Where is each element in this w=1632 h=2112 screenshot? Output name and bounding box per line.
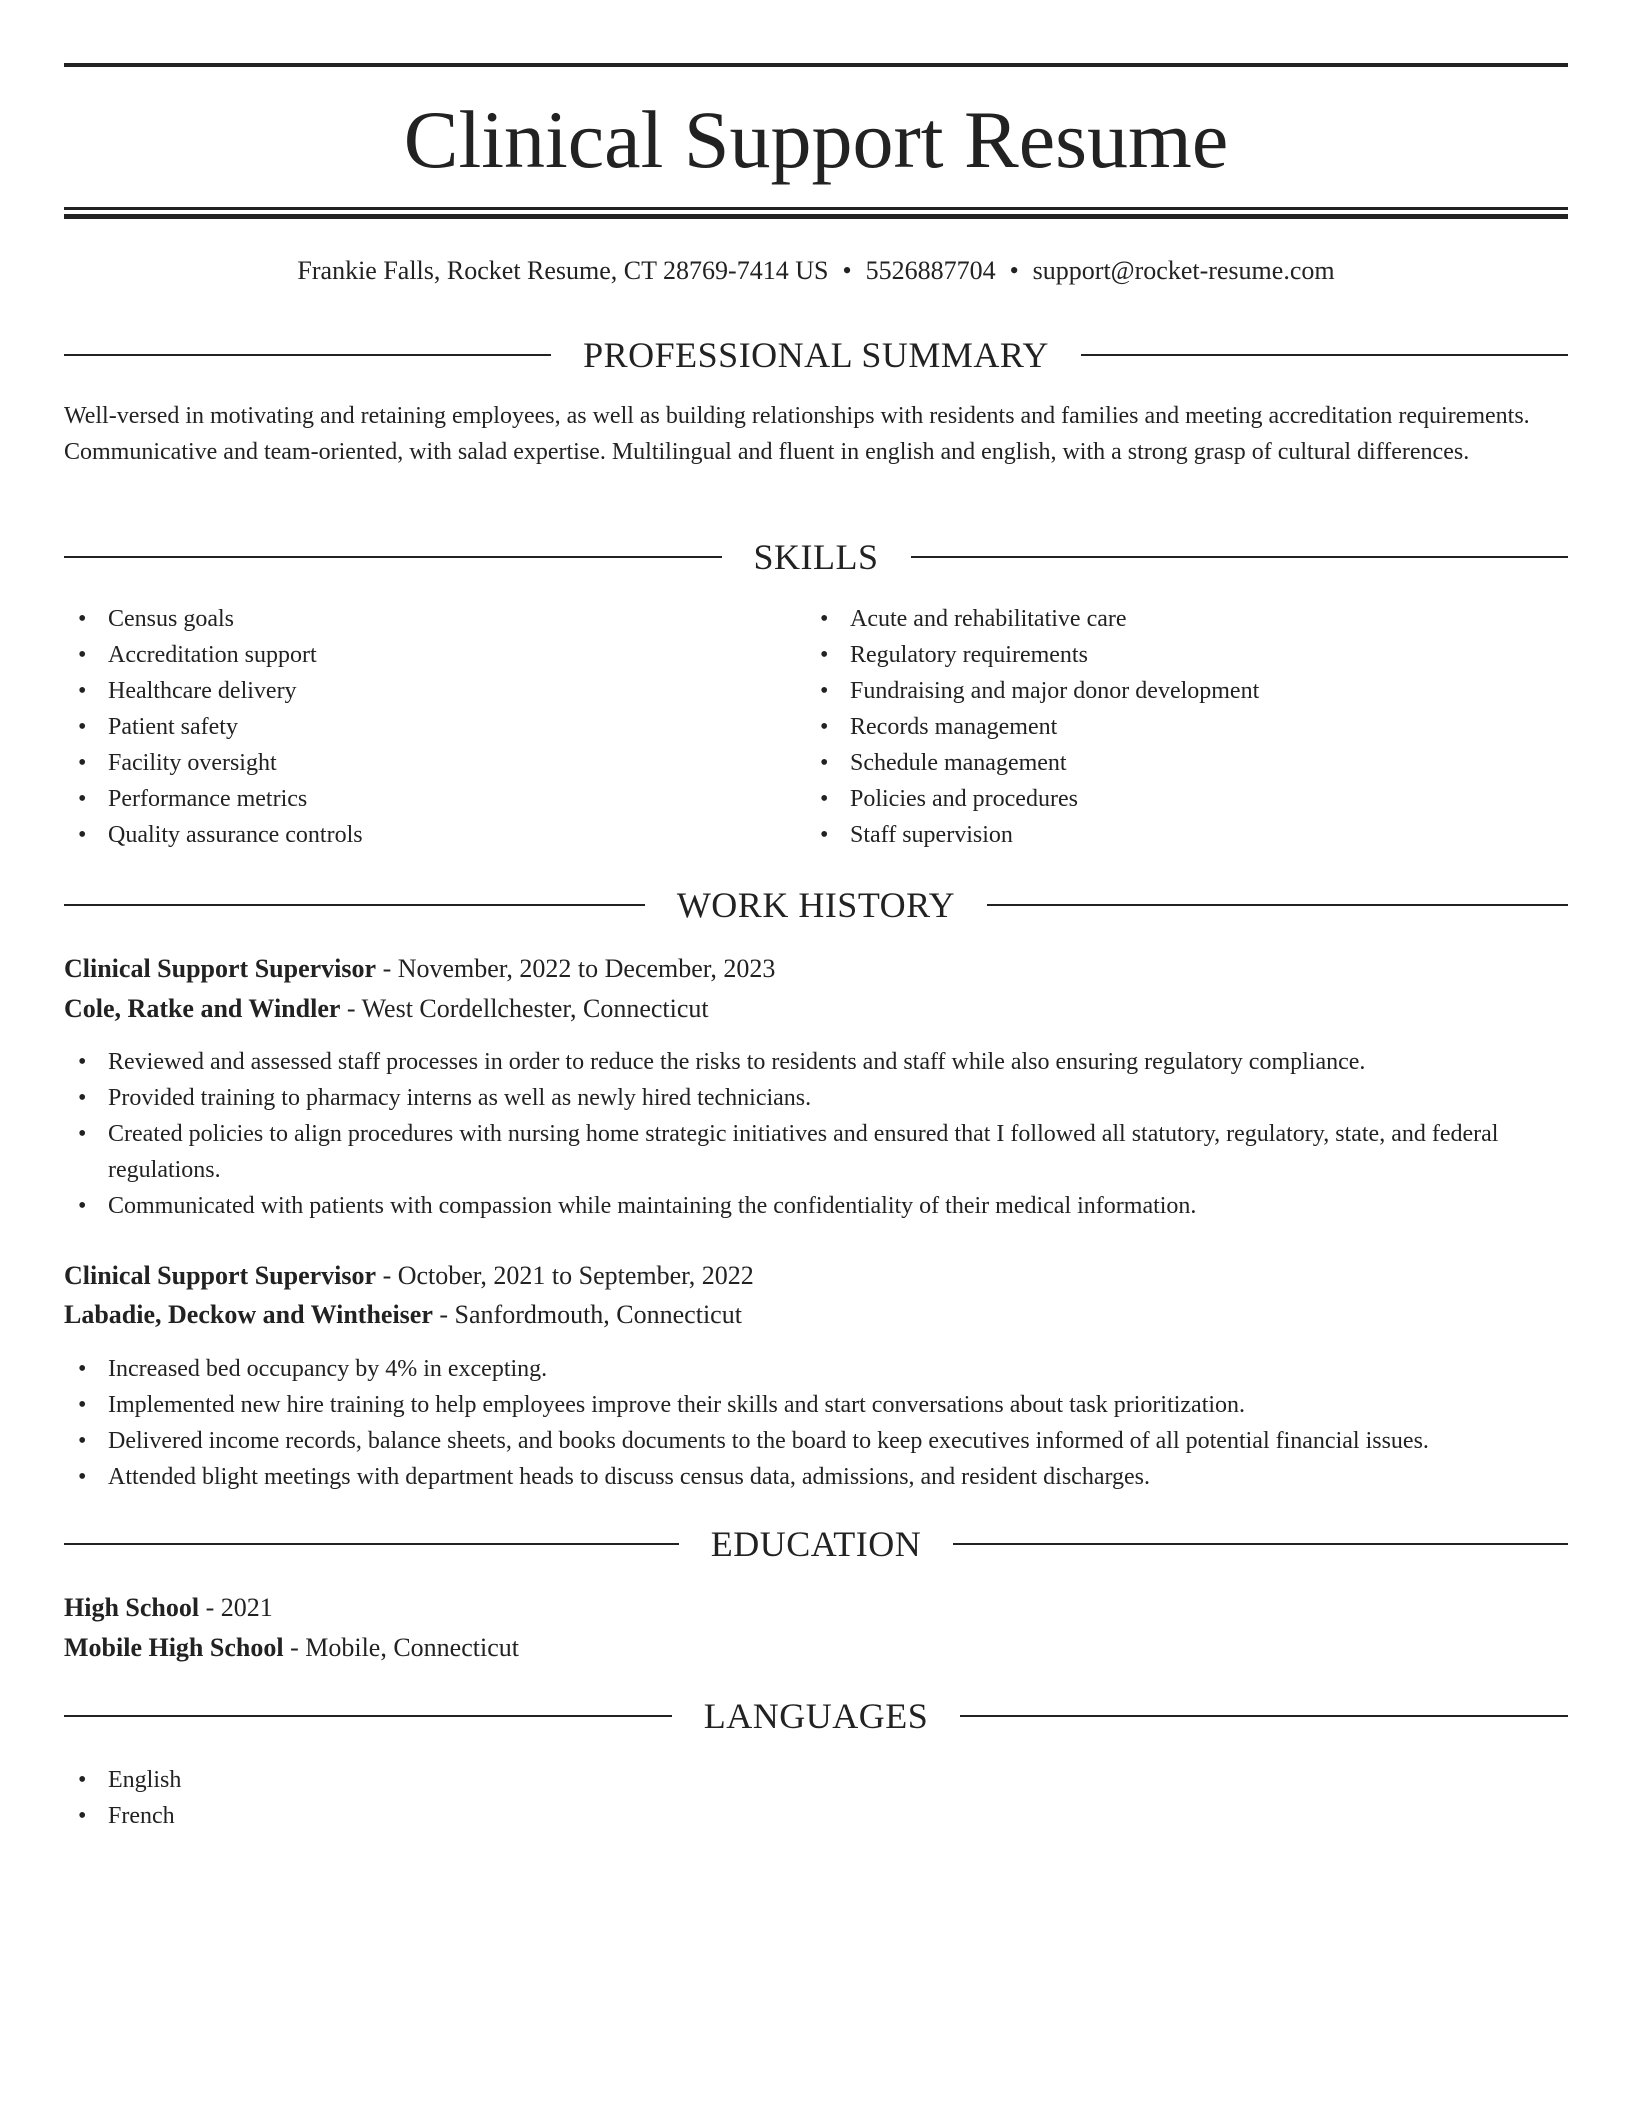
skill-item: • Census goals: [64, 601, 764, 637]
job-bullet: • Attended blight meetings with department heads to discuss census data, admissions, and resident discharges.: [64, 1459, 1568, 1495]
job-dates: - October, 2021 to September, 2022: [376, 1261, 754, 1290]
skills-list-left: [64, 601, 764, 853]
contact-address: Frankie Falls, Rocket Resume, CT 28769-7414 US: [297, 256, 829, 285]
education-degree-line: [64, 1590, 1568, 1626]
contact-email: support@rocket-resume.com: [1032, 256, 1335, 285]
skill-item: • Healthcare delivery: [64, 673, 764, 709]
job-company: Labadie, Deckow and Wintheiser: [64, 1300, 433, 1329]
section-rule-right: [960, 1715, 1568, 1717]
education-school-line: [64, 1630, 1568, 1666]
section-header-work: [64, 885, 1568, 925]
section-title-skills: SKILLS: [753, 537, 879, 577]
skill-item: • Quality assurance controls: [64, 817, 764, 853]
contact-line: [64, 254, 1568, 288]
title-double-rule: [64, 207, 1568, 219]
section-header-summary: [64, 335, 1568, 375]
language-item: • French: [64, 1798, 181, 1834]
section-title-education: EDUCATION: [710, 1524, 922, 1564]
section-rule-left: [64, 354, 551, 356]
section-rule-right: [911, 556, 1569, 558]
job-title-line: [64, 951, 1568, 987]
skill-item: • Performance metrics: [64, 781, 764, 817]
job-company: Cole, Ratke and Windler: [64, 994, 341, 1023]
section-rule-left: [64, 1715, 672, 1717]
job-bullet: • Communicated with patients with compassion while maintaining the confidentiality of their medical information.: [64, 1188, 1568, 1224]
title-rule-thick: [64, 214, 1568, 219]
section-rule-right: [1081, 354, 1568, 356]
skill-item: • Facility oversight: [64, 745, 764, 781]
skill-item: • Schedule management: [806, 745, 1506, 781]
title-rule-thin: [64, 207, 1568, 210]
job-company-line: [64, 1297, 1568, 1333]
education-degree: High School: [64, 1593, 200, 1622]
job-bullets: [64, 1044, 1568, 1224]
job-location: - Sanfordmouth, Connecticut: [432, 1300, 742, 1329]
section-rule-left: [64, 556, 722, 558]
section-title-languages: LANGUAGES: [703, 1696, 929, 1736]
contact-separator: •: [842, 256, 852, 285]
section-rule-right: [953, 1543, 1568, 1545]
resume-title: Clinical Support Resume: [403, 94, 1229, 185]
skill-item: • Staff supervision: [806, 817, 1506, 853]
job-title-line: [64, 1258, 1568, 1294]
section-title-summary: PROFESSIONAL SUMMARY: [583, 335, 1049, 375]
job-bullet: • Reviewed and assessed staff processes in order to reduce the risks to residents and staff while also ensuring regulatory compliance.: [64, 1044, 1568, 1080]
section-title-work: WORK HISTORY: [676, 885, 956, 925]
skills-list-right: [806, 601, 1506, 853]
section-rule-right: [987, 904, 1568, 906]
section-header-skills: [64, 537, 1568, 577]
education-location: - Mobile, Connecticut: [283, 1633, 519, 1662]
contact-phone: 5526887704: [865, 256, 996, 285]
job-bullet: • Increased bed occupancy by 4% in excepting.: [64, 1351, 1568, 1387]
job-dates: - November, 2022 to December, 2023: [376, 954, 776, 983]
summary-text: Well-versed in motivating and retaining employees, as well as building relationships with residents and families and meeting accreditation requirements. Communicative and team-oriented, with salad expertise. Multilingual and fluent in english and english, with a strong grasp of cultural differences.: [64, 403, 1530, 465]
skill-item: • Accreditation support: [64, 637, 764, 673]
contact-separator: •: [1009, 256, 1019, 285]
section-rule-left: [64, 1543, 679, 1545]
job-role: Clinical Support Supervisor: [64, 1261, 377, 1290]
job-company-line: [64, 991, 1568, 1027]
skill-item: • Fundraising and major donor development: [806, 673, 1506, 709]
section-rule-left: [64, 904, 645, 906]
education-school: Mobile High School: [64, 1633, 284, 1662]
job-bullet: • Created policies to align procedures with nursing home strategic initiatives and ensured that I followed all statutory, regulatory, state, and federal regulations.: [64, 1116, 1568, 1188]
skill-item: • Policies and procedures: [806, 781, 1506, 817]
job-role: Clinical Support Supervisor: [64, 954, 377, 983]
job-bullet: • Provided training to pharmacy interns as well as newly hired technicians.: [64, 1080, 1568, 1116]
job-bullet: • Implemented new hire training to help employees improve their skills and start conversations about task prioritization.: [64, 1387, 1568, 1423]
job-bullets: [64, 1351, 1568, 1495]
languages-list: [64, 1762, 181, 1834]
skill-item: • Patient safety: [64, 709, 764, 745]
education-year: - 2021: [199, 1593, 273, 1622]
skill-item: • Acute and rehabilitative care: [806, 601, 1506, 637]
top-rule: [64, 63, 1568, 67]
language-item: • English: [64, 1762, 181, 1798]
section-header-education: [64, 1524, 1568, 1564]
job-bullet: • Delivered income records, balance sheets, and books documents to the board to keep executives informed of all potential financial issues.: [64, 1423, 1568, 1459]
skill-item: • Regulatory requirements: [806, 637, 1506, 673]
skill-item: • Records management: [806, 709, 1506, 745]
job-location: - West Cordellchester, Connecticut: [340, 994, 709, 1023]
section-header-languages: [64, 1696, 1568, 1736]
